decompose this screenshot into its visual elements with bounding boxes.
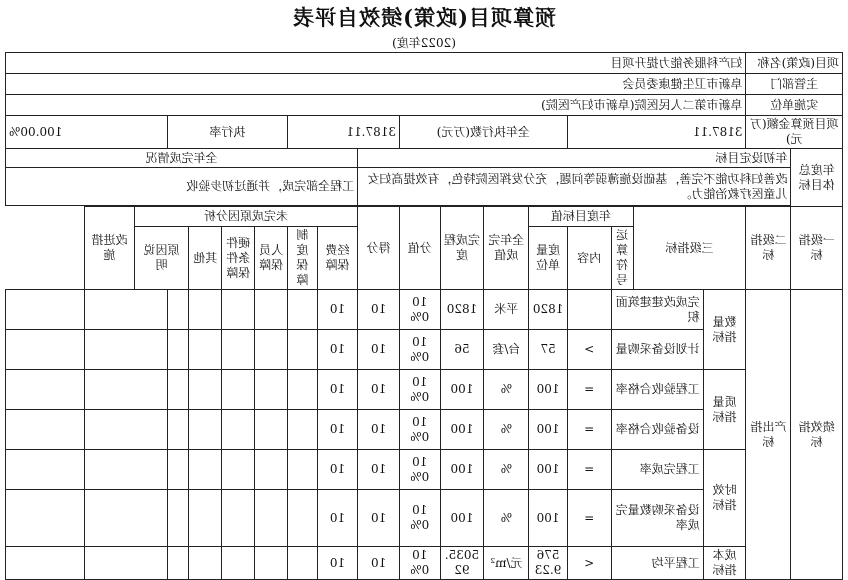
got-cell: 10: [317, 370, 358, 410]
target-content-cell: 100: [529, 410, 567, 450]
budget-value: 3187.11: [567, 116, 746, 149]
analysis-cell: [255, 490, 288, 547]
rate-value: 100.00%: [6, 116, 168, 149]
target-unit-cell: %: [484, 450, 529, 490]
analysis-cell: [167, 370, 189, 410]
year-target-header: 年度目标值: [529, 207, 633, 227]
completion-cell: 100%: [399, 410, 440, 450]
system-header: 制度保障: [288, 227, 318, 290]
full-year-done-header: 全年完成值: [484, 207, 529, 290]
analysis-header: 未完成原因分析: [134, 207, 358, 227]
operator-cell: =: [567, 410, 611, 450]
level3-cell: 计划设备采购量: [611, 330, 703, 370]
score-cell: 10: [358, 290, 400, 330]
analysis-cell: [167, 450, 189, 490]
reason-header: 原因说明: [134, 227, 189, 290]
level3-cell: 工程完成率: [611, 450, 703, 490]
reason-cell: [85, 490, 167, 547]
analysis-cell: [255, 547, 288, 580]
improve-cell: [6, 290, 85, 330]
evaluation-table: [5, 52, 843, 580]
level2-cell: 质量指标: [703, 370, 746, 450]
unit-value: 阜新市第二人民医院(阜新市妇产医院): [6, 95, 746, 116]
analysis-cell: [222, 330, 255, 370]
analysis-cell: [255, 450, 288, 490]
unit-header: 度量单位: [529, 227, 567, 290]
operator-cell: =: [567, 450, 611, 490]
reason-cell: [85, 290, 167, 330]
completion-cell: 100%: [399, 490, 440, 547]
level2-header: 二级指标: [746, 207, 791, 290]
full-year-done-cell: 100: [440, 370, 484, 410]
score-cell: 10: [358, 410, 400, 450]
project-name-value: 妇产科服务能力提升项目: [6, 53, 746, 74]
analysis-cell: [189, 290, 222, 330]
got-cell: 10: [317, 547, 358, 580]
goal-header-row: [6, 149, 843, 168]
full-year-done-cell: 100: [440, 490, 484, 547]
completion-cell: 100%: [399, 330, 440, 370]
econ-header: 经费保障: [317, 227, 358, 290]
target-unit-cell: 平米: [484, 290, 529, 330]
level2-cell: 时效指标: [703, 450, 746, 547]
analysis-cell: [288, 547, 318, 580]
analysis-cell: [288, 290, 318, 330]
goal-plan-header: 年初设定目标: [358, 149, 791, 168]
table-row: [6, 450, 843, 490]
got-cell: 10: [317, 410, 358, 450]
analysis-cell: [255, 290, 288, 330]
operator-cell: =: [567, 370, 611, 410]
analysis-cell: [288, 410, 318, 450]
improve-cell: [6, 370, 85, 410]
target-content-cell: 57: [529, 330, 567, 370]
target-unit-cell: %: [484, 490, 529, 547]
completion-cell: 100%: [399, 547, 440, 580]
analysis-cell: [288, 370, 318, 410]
analysis-cell: [167, 290, 189, 330]
operator-cell: <: [567, 547, 611, 580]
full-year-done-cell: 1820: [440, 290, 484, 330]
level1-header: 一级指标: [791, 207, 843, 290]
level3-header: 三级指标: [633, 207, 746, 290]
full-year-done-cell: 100: [440, 450, 484, 490]
score-header: 分值: [399, 207, 440, 290]
exec-label: 全年执行数(万元): [399, 116, 567, 149]
analysis-cell: [167, 547, 189, 580]
table-row: [6, 290, 843, 330]
table-row: [6, 547, 843, 580]
improve-cell: [6, 410, 85, 450]
level3-cell: 工程平均: [611, 547, 703, 580]
analysis-cell: [222, 290, 255, 330]
analysis-cell: [167, 330, 189, 370]
info-row-unit: [6, 95, 843, 116]
analysis-cell: [288, 490, 318, 547]
got-header: 得分: [358, 207, 400, 290]
score-cell: 10: [358, 330, 400, 370]
goal-done-header: 全年完成情况: [6, 149, 358, 168]
other-header: 其他: [189, 227, 222, 290]
got-cell: 10: [317, 290, 358, 330]
content-header: 内容: [567, 227, 611, 290]
completion-cell: 100%: [399, 290, 440, 330]
completion-cell: 100%: [399, 450, 440, 490]
rate-label: 执行率: [167, 116, 288, 149]
info-row-budget: [6, 116, 843, 149]
dept-value: 阜新市卫生健康委员会: [6, 74, 746, 95]
analysis-cell: [288, 330, 318, 370]
analysis-cell: [288, 450, 318, 490]
analysis-cell: [222, 547, 255, 580]
got-cell: 10: [317, 450, 358, 490]
target-content-cell: 100: [529, 450, 567, 490]
reason-cell: [85, 410, 167, 450]
target-content-cell: 100: [529, 490, 567, 547]
analysis-cell: [189, 547, 222, 580]
target-content-cell: 1820: [529, 290, 567, 330]
info-row-project: [6, 53, 843, 74]
goal-done-text: 工程全部完成，并通过初步验收: [6, 168, 358, 206]
score-cell: 10: [358, 370, 400, 410]
analysis-cell: [189, 330, 222, 370]
completion-cell: 100%: [399, 370, 440, 410]
operator-cell: [567, 290, 611, 330]
level3-cell: 设备采购数量完成率: [611, 490, 703, 547]
analysis-cell: [222, 370, 255, 410]
improve-cell: [6, 330, 85, 370]
analysis-cell: [189, 410, 222, 450]
analysis-cell: [189, 490, 222, 547]
got-cell: 10: [317, 330, 358, 370]
goal-plan-text: 改善妇科功能不完善，基础设施薄弱等问题，充分发挥医院特色，有效提高妇女儿童医疗救治能力。: [358, 168, 791, 206]
target-unit-cell: %: [484, 410, 529, 450]
reason-cell: [85, 330, 167, 370]
budget-label: 项目预算金额(万元): [746, 116, 843, 149]
full-year-done-cell: 100: [440, 410, 484, 450]
got-cell: 10: [317, 490, 358, 547]
analysis-cell: [222, 410, 255, 450]
full-year-done-cell: 5035.92: [440, 547, 484, 580]
info-row-dept: [6, 74, 843, 95]
score-cell: 10: [358, 547, 400, 580]
improve-header: 改进措施: [85, 207, 134, 290]
operator-header: 运算符号: [611, 227, 633, 290]
table-row: [6, 370, 843, 410]
reason-cell: [85, 370, 167, 410]
dept-label: 主管部门: [746, 74, 843, 95]
hardware-header: 硬件条件保障: [222, 227, 255, 290]
completion-header: 完成程度: [440, 207, 484, 290]
goal-content-row: [6, 168, 843, 206]
target-unit-cell: 台/套: [484, 330, 529, 370]
operator-cell: =: [567, 490, 611, 547]
score-cell: 10: [358, 490, 400, 547]
full-year-done-cell: 56: [440, 330, 484, 370]
analysis-cell: [167, 490, 189, 547]
target-content-cell: 5769.23: [529, 547, 567, 580]
improve-cell: [6, 450, 85, 490]
analysis-cell: [189, 450, 222, 490]
target-unit-cell: 元/m²: [484, 547, 529, 580]
level3-cell: 设备验收合格率: [611, 410, 703, 450]
improve-cell: [6, 547, 85, 580]
output-indicator-label: 产出指标: [746, 290, 791, 580]
level2-cell: 成本指标: [703, 547, 746, 580]
analysis-cell: [255, 370, 288, 410]
perf-indicator-label: 绩效指标: [791, 290, 843, 580]
operator-cell: >: [567, 330, 611, 370]
annual-goal-label: 年度总体目标: [791, 149, 843, 207]
exec-value: 3187.11: [288, 116, 400, 149]
reason-cell: [85, 547, 167, 580]
analysis-cell: [255, 330, 288, 370]
analysis-cell: [222, 450, 255, 490]
level3-cell: 工程验收合格率: [611, 370, 703, 410]
page-title: 预算项目(政策)绩效自评表: [292, 5, 556, 30]
analysis-cell: [189, 370, 222, 410]
level3-cell: 完成改建建筑面积: [611, 290, 703, 330]
header-row-1: [6, 207, 843, 227]
analysis-cell: [167, 410, 189, 450]
people-header: 人员保障: [255, 227, 288, 290]
project-name-label: 项目(政策)名称: [746, 53, 843, 74]
score-cell: 10: [358, 450, 400, 490]
target-content-cell: 100: [529, 370, 567, 410]
analysis-cell: [255, 410, 288, 450]
page-subtitle: (2022年度): [392, 36, 456, 50]
level2-cell: 数量指标: [703, 290, 746, 370]
analysis-cell: [222, 490, 255, 547]
reason-cell: [85, 450, 167, 490]
unit-label: 实施单位: [746, 95, 843, 116]
improve-cell: [6, 490, 85, 547]
target-unit-cell: %: [484, 370, 529, 410]
